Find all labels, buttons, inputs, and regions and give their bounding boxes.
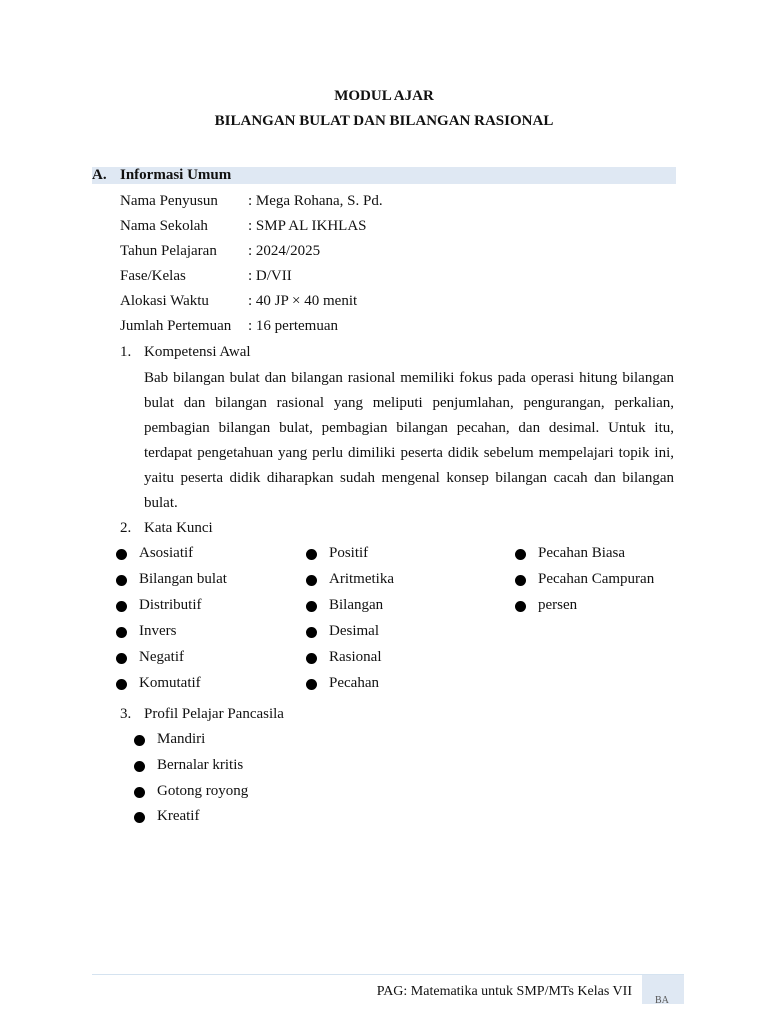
bullet-icon bbox=[116, 601, 127, 612]
document-page: MODUL AJAR BILANGAN BULAT DAN BILANGAN RASIONAL A. Informasi Umum Nama Penyusun : Mega Rohana, S. Pd. Nama Sekolah : SMP AL IKHLAS Tahun Pelajaran : 2024/2025 Fase/Kelas : D/VII Alokasi Waktu : 40 JP × 40 menit Jumlah Pertemuan : 16 pertemuan 1. Kompetensi Awal Bab bilangan bulat dan bilangan rasional memiliki fokus pada operasi hitung bilangan bulat dan bilangan rasional yang meliputi penjumlahan, pengurangan, perkalian, pembagian bilangan bulat, pembagian bilangan pecahan, dan desimal. Untuk itu, terdapat pengetahuan yang perlu dimiliki peserta didik sebelum mempelajari topik ini, yaitu peserta didik diharapkan sudah mengenal konsep bilangan cacah dan bilangan bulat. 2. Kata Kunci Asosiatif Bilangan bulat Distributif Invers Negatif Komutatif Positif Aritmetika Bilangan Desimal Rasional Pecahan Pecahan Biasa Pecahan Campuran persen 3. Profil Pelajar Pancasila Mandiri Bernalar kritis Gotong royong Kreatif PAG: Matematika untuk SMP/MTs Kelas VII BA bbox=[0, 0, 768, 1024]
bullet-icon bbox=[116, 575, 127, 586]
bullet-icon bbox=[134, 735, 145, 746]
info-label: Tahun Pelajaran bbox=[120, 243, 217, 259]
footer-text: PAG: Matematika untuk SMP/MTs Kelas VII bbox=[376, 984, 632, 999]
item-number: 2. bbox=[120, 520, 132, 536]
bullet-icon bbox=[306, 653, 317, 664]
item-number: 1. bbox=[120, 344, 132, 360]
bullet-icon bbox=[306, 627, 317, 638]
bullet-icon bbox=[116, 653, 127, 664]
bullet-icon bbox=[134, 812, 145, 823]
footer-divider bbox=[92, 974, 684, 975]
item-title: Kompetensi Awal bbox=[144, 344, 251, 360]
info-label: Nama Sekolah bbox=[120, 218, 208, 234]
item-title: Kata Kunci bbox=[144, 520, 213, 536]
item-title: Profil Pelajar Pancasila bbox=[144, 706, 284, 722]
bullet-icon bbox=[134, 761, 145, 772]
bullet-icon bbox=[116, 627, 127, 638]
page-number: BA bbox=[655, 995, 669, 1004]
section-title: Informasi Umum bbox=[120, 167, 232, 183]
document-title: MODUL AJAR bbox=[334, 88, 434, 104]
bullet-icon bbox=[134, 787, 145, 798]
info-label: Fase/Kelas bbox=[120, 268, 186, 284]
info-label: Jumlah Pertemuan bbox=[120, 318, 232, 334]
section-letter: A. bbox=[92, 167, 107, 183]
bullet-icon bbox=[515, 575, 526, 586]
section-a-heading bbox=[92, 167, 676, 184]
bullet-icon bbox=[306, 679, 317, 690]
kompetensi-paragraph: Bab bilangan bulat dan bilangan rasional memiliki fokus pada operasi hitung bilangan bulat dan bilangan rasional yang meliputi penjumlahan, pengurangan, perkalian, pembagian bilangan bulat, pembagian bilangan pecahan, dan desimal. Untuk itu, terdapat pengetahuan yang perlu dimiliki peserta didik sebelum mempelajari topik ini, yaitu peserta didik diharapkan sudah mengenal konsep bilangan cacah dan bilangan bulat. bbox=[144, 370, 674, 512]
page-number-box bbox=[642, 975, 684, 1004]
info-value: : 40 JP × 40 menit bbox=[248, 293, 358, 309]
bullet-icon bbox=[306, 575, 317, 586]
info-value: : 2024/2025 bbox=[248, 243, 321, 259]
info-value: : SMP AL IKHLAS bbox=[248, 218, 367, 234]
item-number: 3. bbox=[120, 706, 132, 722]
bullet-icon bbox=[306, 549, 317, 560]
info-value: : D/VII bbox=[248, 268, 292, 284]
document-subtitle: BILANGAN BULAT DAN BILANGAN RASIONAL bbox=[214, 113, 554, 129]
bullet-icon bbox=[116, 549, 127, 560]
bullet-icon bbox=[515, 601, 526, 612]
info-label: Nama Penyusun bbox=[120, 193, 218, 209]
bullet-icon bbox=[116, 679, 127, 690]
info-label: Alokasi Waktu bbox=[120, 293, 209, 309]
bullet-icon bbox=[515, 549, 526, 560]
info-value: : 16 pertemuan bbox=[248, 318, 338, 334]
bullet-icon bbox=[306, 601, 317, 612]
info-value: : Mega Rohana, S. Pd. bbox=[248, 193, 383, 209]
